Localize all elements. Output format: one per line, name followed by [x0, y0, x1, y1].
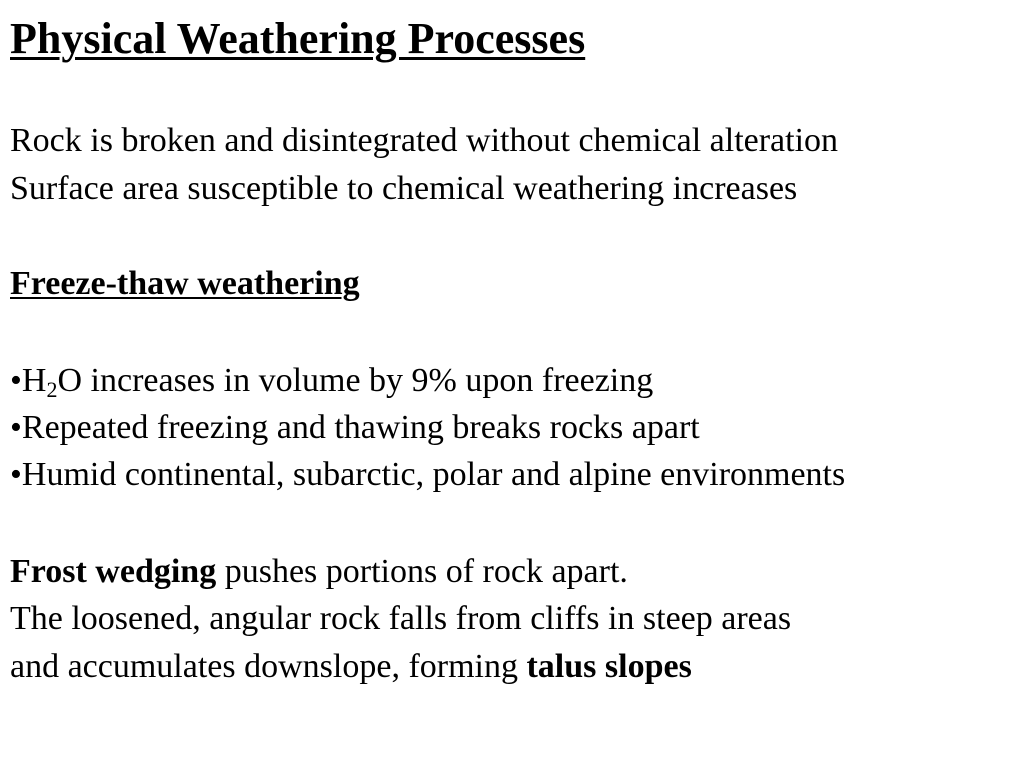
- bullet-item-2: [10, 408, 700, 448]
- section-heading: Freeze-thaw weathering: [10, 265, 360, 302]
- bullet-symbol: •: [10, 456, 22, 493]
- term-frost-wedging: Frost wedging: [10, 553, 217, 590]
- bullet-text: Repeated freezing and thawing breaks rocks apart: [21, 409, 700, 446]
- intro-line-1: Rock is broken and disintegrated without chemical alteration: [10, 122, 839, 159]
- frost-line-2: The loosened, angular rock falls from cliffs in steep areas: [10, 600, 792, 637]
- bullet-symbol: •: [10, 362, 22, 399]
- bullet-text: Humid continental, subarctic, polar and alpine environments: [21, 456, 846, 493]
- intro-line-2: Surface area susceptible to chemical weathering increases: [10, 170, 798, 207]
- formula-subscript: 2: [46, 377, 58, 402]
- formula-o: O: [57, 362, 83, 399]
- bullet-item-3: [10, 455, 845, 495]
- formula-h: H: [21, 362, 47, 399]
- frost-line-1: [10, 552, 628, 592]
- bullet-text: increases in volume by 9% upon freezing: [82, 362, 654, 399]
- frost-line-3-text: and accumulates downslope, forming: [10, 648, 527, 685]
- frost-line-3: [10, 647, 692, 687]
- frost-line-1-text: pushes portions of rock apart.: [216, 553, 628, 590]
- bullet-item-1: [10, 361, 653, 401]
- bullet-symbol: •: [10, 409, 22, 446]
- term-talus-slopes: talus slopes: [526, 648, 692, 685]
- page-title: Physical Weathering Processes: [10, 14, 586, 63]
